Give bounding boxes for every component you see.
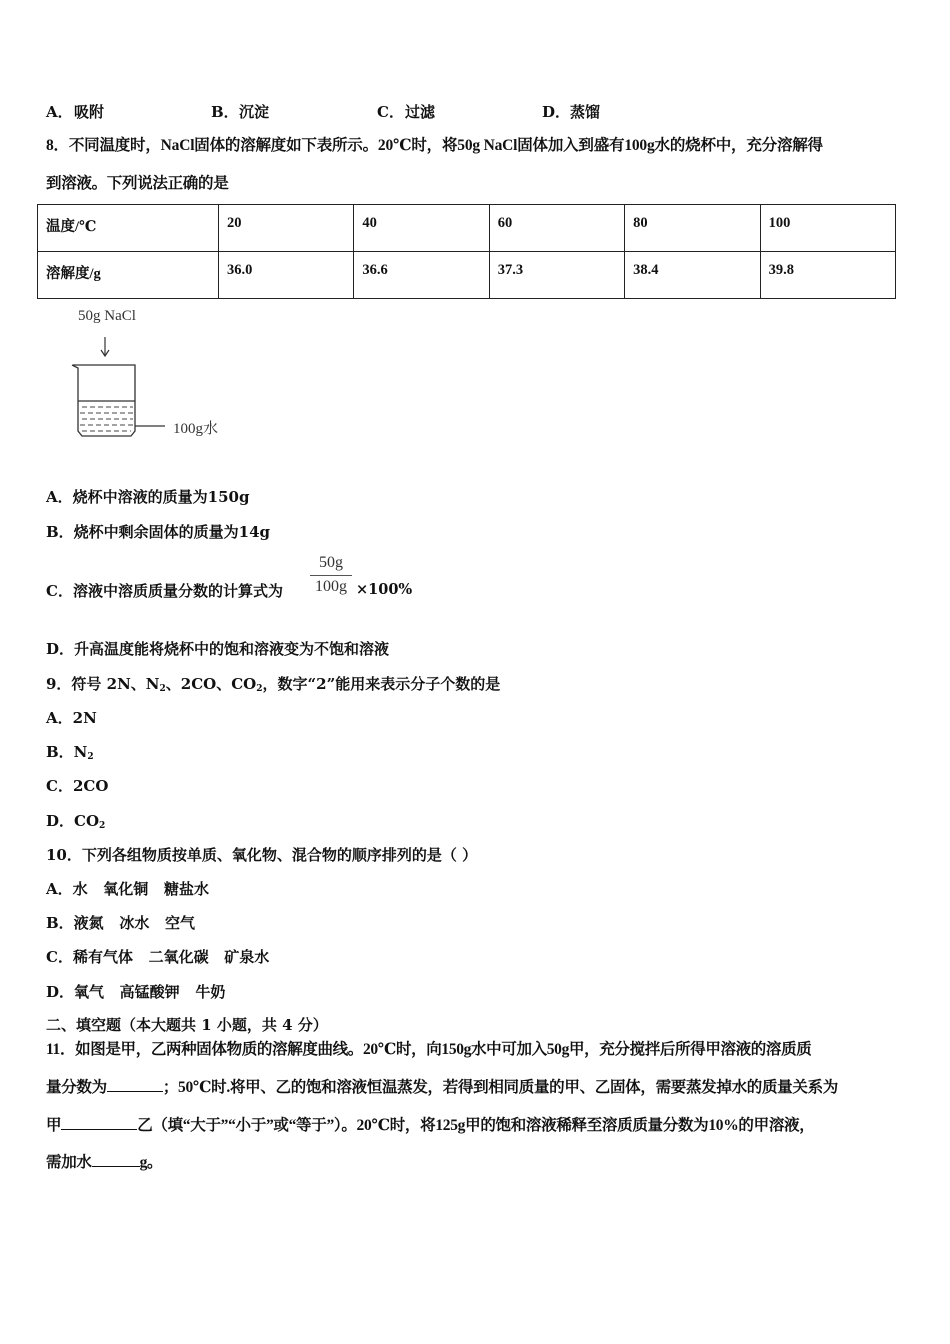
table-cell: 80 <box>625 205 760 252</box>
table-cell: 温度/℃ <box>38 205 219 252</box>
q10-option-c: C．稀有气体 二氧化碳 矿泉水 <box>46 948 270 966</box>
table-cell: 37.3 <box>489 252 624 299</box>
option-text: 过滤 <box>405 103 436 121</box>
subscript: 2 <box>99 821 106 831</box>
q11-line2 <box>46 1078 838 1098</box>
option-text: 沉淀 <box>239 103 270 121</box>
q11-line4 <box>46 1153 162 1173</box>
section-heading: 二、填空题（本大题共 1 小题，共 4 分） <box>46 1016 328 1034</box>
table-cell: 38.4 <box>625 252 760 299</box>
q8-option-a: A．烧杯中溶液的质量为150g <box>46 488 250 506</box>
q10-stem: 10．下列各组物质按单质、氧化物、混合物的顺序排列的是（ ） <box>46 846 478 864</box>
option-letter: C． <box>377 103 404 121</box>
q11-text: 需加水 <box>46 1154 92 1171</box>
table-cell: 40 <box>354 205 489 252</box>
q8-stem-line1: 8．不同温度时，NaCl固体的溶解度如下表所示。20℃时，将50g NaCl固体加入到盛有100g水的烧杯中，充分溶解得 <box>46 137 823 154</box>
water-label: 100g水 <box>173 421 219 437</box>
fraction-numerator: 50g <box>310 553 352 576</box>
q10-option-b: B．液氮 冰水 空气 <box>46 914 196 932</box>
q8-option-d: D．升高温度能将烧杯中的饱和溶液变为不饱和溶液 <box>46 640 390 658</box>
q9-option-b <box>46 742 94 767</box>
q11-line1: 11．如图是甲，乙两种固体物质的溶解度曲线。20℃时，向150g水中可加入50g甲，充分搅拌后所得甲溶液的溶质质 <box>46 1041 812 1058</box>
answer-blank-1[interactable] <box>107 1078 163 1092</box>
q8-option-c: C．溶液中溶质质量分数的计算式为 <box>46 582 283 600</box>
q9-option-d <box>46 811 105 836</box>
solubility-table <box>37 204 896 299</box>
q8-stem-line2: 到溶液。下列说法正确的是 <box>46 175 229 192</box>
q8-option-b: B．烧杯中剩余固体的质量为14g <box>46 523 271 541</box>
subscript: 2 <box>159 684 166 694</box>
option-text: 吸附 <box>74 103 105 121</box>
table-cell: 39.8 <box>760 252 895 299</box>
option-letter: A． <box>46 103 73 121</box>
q8-option-c-fraction <box>310 553 352 598</box>
q11-text: 乙（填“大于”“小于”或“等于”）。20℃时，将125g甲的饱和溶液稀释至溶质质量分数为10%的甲溶液， <box>137 1117 815 1134</box>
subscript: 2 <box>87 752 94 762</box>
beaker-figure <box>65 305 245 445</box>
nacl-label: 50g NaCl <box>78 308 136 324</box>
q11-text: 甲 <box>46 1117 62 1134</box>
q9-option-c <box>46 776 108 796</box>
table-row-solubility <box>38 252 896 299</box>
q9-stem <box>46 674 500 699</box>
table-cell: 20 <box>219 205 354 252</box>
option-text: D．CO <box>46 812 100 830</box>
table-cell: 60 <box>489 205 624 252</box>
table-row-temperature <box>38 205 896 252</box>
q11-text: 量分数为 <box>46 1079 107 1096</box>
option-text: C．2CO <box>46 777 109 795</box>
stem-text: 9．符号 2N、N <box>46 675 160 693</box>
table-cell: 36.6 <box>354 252 489 299</box>
stem-text: ，数字“2”能用来表示分子个数的是 <box>262 675 501 693</box>
answer-blank-3[interactable] <box>92 1153 140 1167</box>
option-text: 蒸馏 <box>570 103 601 121</box>
q9-option-a <box>46 708 97 728</box>
q11-text: g。 <box>139 1154 163 1171</box>
q8-option-c-suffix: ×100% <box>356 581 413 598</box>
q11-text: ；50℃时.将甲、乙的饱和溶液恒温蒸发，若得到相同质量的甲、乙固体，需要蒸发掉水的质量关系为 <box>162 1079 838 1096</box>
subscript: 2 <box>256 684 263 694</box>
table-cell: 100 <box>760 205 895 252</box>
q11-line3 <box>46 1116 814 1136</box>
table-cell: 溶解度/g <box>38 252 219 299</box>
q10-option-a: A．水 氧化铜 糖盐水 <box>46 880 209 898</box>
stem-text: 、2CO、CO <box>165 675 257 693</box>
fraction-denominator: 100g <box>315 578 347 595</box>
table-cell: 36.0 <box>219 252 354 299</box>
answer-blank-2[interactable] <box>61 1116 137 1130</box>
option-text: B．N <box>46 743 88 761</box>
q10-option-d: D．氧气 高锰酸钾 牛奶 <box>46 983 226 1001</box>
option-letter: D． <box>542 103 571 121</box>
option-letter: B． <box>211 103 239 121</box>
option-text: A．2N <box>46 709 97 727</box>
